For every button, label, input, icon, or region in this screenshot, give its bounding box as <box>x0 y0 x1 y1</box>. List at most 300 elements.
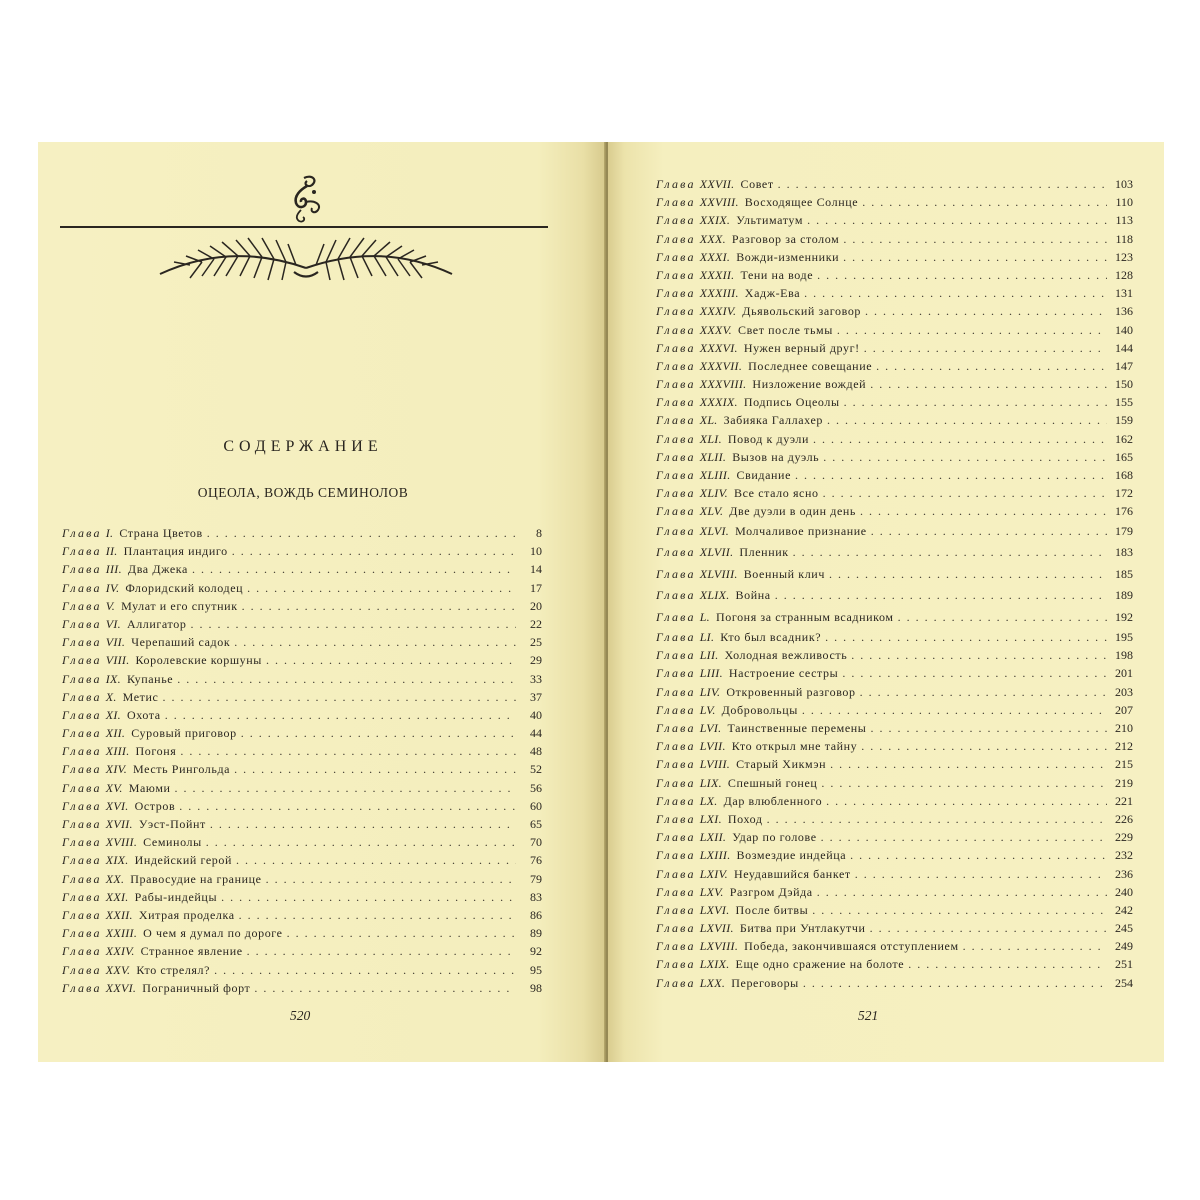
chapter-page-number: 33 <box>530 671 542 686</box>
toc-entry <box>656 230 1133 248</box>
toc-entry <box>62 742 542 760</box>
flourish-ornament-icon <box>284 172 328 224</box>
chapter-label: Глава <box>62 835 102 850</box>
toc-entry <box>656 585 1133 607</box>
chapter-title: Страна Цветов <box>119 526 203 540</box>
chapter-title: Кто был всадник? <box>720 630 822 645</box>
chapter-page-number: 183 <box>1115 545 1133 560</box>
chapter-numeral: LXVII. <box>699 921 734 936</box>
toc-entry <box>656 901 1133 919</box>
chapter-label: Глава <box>656 267 696 282</box>
toc-entry <box>656 755 1133 773</box>
chapter-page-number: 249 <box>1115 939 1133 954</box>
chapter-title: Добровольцы <box>721 702 798 717</box>
toc-entry <box>656 521 1133 543</box>
toc-entry <box>656 448 1133 466</box>
chapter-page-number: 89 <box>530 926 542 941</box>
chapter-label: Глава <box>62 944 102 959</box>
leader-dots <box>175 779 516 797</box>
toc-entry <box>656 175 1133 193</box>
chapter-title: Правосудие на границе <box>130 871 262 886</box>
chapter-numeral: XLII. <box>699 449 727 464</box>
leader-dots <box>206 833 516 851</box>
leader-dots <box>254 979 516 997</box>
leader-dots <box>234 633 516 651</box>
page-number-right: 521 <box>858 1008 879 1023</box>
chapter-numeral: XLIII. <box>699 468 731 482</box>
toc-entry <box>62 779 542 797</box>
chapter-label: Глава <box>656 249 696 264</box>
toc-entry <box>62 815 542 833</box>
leader-dots <box>823 484 1107 502</box>
leader-dots <box>803 974 1107 992</box>
toc-entry <box>62 797 542 815</box>
leader-dots <box>234 760 516 778</box>
toc-entry <box>656 974 1133 992</box>
chapter-label: Глава <box>62 980 102 995</box>
toc-entry <box>62 688 542 706</box>
leader-dots <box>247 942 516 960</box>
chapter-title: Вызов на дуэль <box>732 449 820 464</box>
leader-dots <box>180 742 516 760</box>
chapter-numeral: XL. <box>699 413 718 428</box>
leader-dots <box>861 737 1107 755</box>
chapter-page-number: 60 <box>530 798 542 813</box>
chapter-page-number: 83 <box>530 889 542 904</box>
chapter-title: Две дуэли в один день <box>729 504 857 519</box>
chapter-page-number: 221 <box>1115 793 1133 808</box>
chapter-page-number: 236 <box>1115 866 1133 881</box>
chapter-title: Странное явление <box>140 944 243 959</box>
chapter-label: Глава <box>656 630 696 645</box>
chapter-page-number: 219 <box>1115 775 1133 790</box>
toc-entry <box>656 955 1133 973</box>
toc-entry <box>656 502 1133 520</box>
chapter-numeral: LIV. <box>699 684 721 699</box>
chapter-title: Переговоры <box>731 975 799 990</box>
chapter-numeral: LXVIII. <box>699 939 739 954</box>
chapter-title: Победа, закончившаяся отступлением <box>744 939 959 954</box>
chapter-page-number: 245 <box>1115 921 1133 936</box>
toc-entry <box>656 792 1133 810</box>
chapter-title: Два Джека <box>127 562 188 577</box>
toc-entry <box>656 564 1133 586</box>
chapter-label: Глава <box>656 213 696 228</box>
chapter-title: Низложение вождей <box>752 377 867 392</box>
chapter-title: Спешный гонец <box>727 775 818 790</box>
chapter-numeral: XLIX. <box>699 588 730 603</box>
leader-dots <box>898 607 1107 629</box>
chapter-page-number: 8 <box>536 526 542 540</box>
chapter-label: Глава <box>62 853 102 868</box>
chapter-numeral: IX. <box>105 671 121 686</box>
chapter-page-number: 25 <box>530 635 542 650</box>
toc-entry <box>656 466 1133 484</box>
chapter-label: Глава <box>656 775 696 790</box>
chapter-label: Глава <box>62 871 102 886</box>
leader-dots <box>767 810 1107 828</box>
chapter-numeral: XXIX. <box>699 213 731 228</box>
chapter-title: Тени на воде <box>740 267 814 282</box>
leader-dots <box>850 846 1107 864</box>
chapter-page-number: 207 <box>1115 702 1133 717</box>
chapter-title: Таинственные перемены <box>727 721 867 735</box>
chapter-numeral: LVIII. <box>699 757 731 772</box>
chapter-title: Охота <box>126 707 161 722</box>
chapter-title: Свет после тьмы <box>737 322 833 337</box>
chapter-title: Битва при Унтлакутчи <box>739 921 866 936</box>
chapter-page-number: 212 <box>1115 739 1133 754</box>
leader-dots <box>908 955 1107 973</box>
leader-dots <box>870 919 1107 937</box>
chapter-label: Глава <box>656 702 696 717</box>
chapter-page-number: 240 <box>1115 884 1133 899</box>
chapter-label: Глава <box>656 504 696 519</box>
chapter-page-number: 40 <box>530 707 542 722</box>
chapter-label: Глава <box>62 671 102 686</box>
leader-dots <box>247 579 516 597</box>
chapter-numeral: LX. <box>699 793 718 808</box>
leader-dots <box>821 828 1107 846</box>
toc-entry <box>656 664 1133 682</box>
chapter-title: Кто открыл мне тайну <box>731 739 858 754</box>
chapter-label: Глава <box>656 358 696 373</box>
chapter-numeral: XLV. <box>699 504 724 519</box>
chapter-label: Глава <box>656 866 696 881</box>
chapter-numeral: XLVII. <box>699 545 734 560</box>
chapter-label: Глава <box>656 431 696 446</box>
toc-entry <box>656 284 1133 302</box>
chapter-title: Вожди-изменники <box>736 249 840 264</box>
leader-dots <box>795 466 1107 484</box>
toc-entry <box>62 670 542 688</box>
chapter-page-number: 10 <box>530 544 542 559</box>
chapter-page-number: 79 <box>530 871 542 886</box>
chapter-title: Настроение сестры <box>728 666 839 681</box>
chapter-numeral: XXXII. <box>699 267 735 282</box>
leader-dots <box>865 302 1107 320</box>
chapter-label: Глава <box>62 962 102 977</box>
leader-dots <box>210 815 516 833</box>
chapter-title: Месть Рингольда <box>133 762 231 777</box>
chapter-title: Погоня <box>135 744 177 759</box>
chapter-label: Глава <box>656 322 696 337</box>
chapter-numeral: LXIX. <box>699 957 730 972</box>
toc-entry <box>62 724 542 742</box>
chapter-label: Глава <box>656 545 696 560</box>
chapter-label: Глава <box>656 848 696 863</box>
leader-dots <box>876 357 1107 375</box>
toc-entry <box>656 919 1133 937</box>
chapter-label: Глава <box>62 635 102 650</box>
leader-dots <box>842 664 1107 682</box>
chapter-label: Глава <box>656 286 696 301</box>
chapter-label: Глава <box>656 231 696 246</box>
chapter-numeral: LII. <box>699 648 719 663</box>
chapter-numeral: XVI. <box>105 798 129 813</box>
chapter-label: Глава <box>656 884 696 899</box>
chapter-numeral: LV. <box>699 702 716 717</box>
chapter-title: Остров <box>134 798 176 813</box>
chapter-title: Аллигатор <box>126 616 187 631</box>
chapter-page-number: 189 <box>1115 588 1133 603</box>
chapter-title: Восходящее Солнце <box>744 195 859 210</box>
chapter-label: Глава <box>656 811 696 826</box>
chapter-label: Глава <box>656 468 696 482</box>
leader-dots <box>266 870 516 888</box>
leader-dots <box>162 688 516 706</box>
chapter-numeral: XXXIX. <box>699 395 738 410</box>
toc-entry <box>656 211 1133 229</box>
chapter-page-number: 165 <box>1115 449 1133 464</box>
chapter-page-number: 76 <box>530 853 542 868</box>
toc-entry <box>62 579 542 597</box>
chapter-title: Рабы-индейцы <box>134 889 218 904</box>
chapter-page-number: 251 <box>1115 957 1133 972</box>
chapter-title: Пограничный форт <box>142 980 251 995</box>
leader-dots <box>778 175 1107 193</box>
toc-entry <box>656 646 1133 664</box>
chapter-title: Разгром Дэйда <box>729 884 813 899</box>
toc-entry <box>656 846 1133 864</box>
chapter-numeral: XIX. <box>105 853 129 868</box>
leader-dots <box>165 706 516 724</box>
chapter-page-number: 176 <box>1115 504 1133 519</box>
chapter-page-number: 98 <box>530 980 542 995</box>
chapter-label: Глава <box>656 566 696 581</box>
chapter-title: Возмездие индейца <box>736 848 847 863</box>
leader-dots <box>813 430 1107 448</box>
chapter-page-number: 195 <box>1115 630 1133 645</box>
chapter-page-number: 226 <box>1115 811 1133 826</box>
toc-entry <box>656 937 1133 955</box>
toc-entry <box>656 542 1133 564</box>
leader-dots <box>241 724 516 742</box>
leader-dots <box>870 719 1107 737</box>
chapter-label: Глава <box>656 377 696 392</box>
chapter-title: Совет <box>740 177 774 191</box>
chapter-numeral: III. <box>105 562 122 577</box>
chapter-title: Пленник <box>739 545 789 560</box>
chapter-title: Ультиматум <box>736 213 804 228</box>
chapter-label: Глава <box>62 580 102 595</box>
chapter-page-number: 92 <box>530 944 542 959</box>
chapter-title: Уэст-Пойнт <box>138 817 206 831</box>
chapter-title: Откровенный разговор <box>726 684 856 699</box>
chapter-page-number: 136 <box>1115 304 1133 319</box>
chapter-title: Дьявольский заговор <box>742 304 862 319</box>
toc-entry <box>656 248 1133 266</box>
leader-dots <box>837 321 1107 339</box>
chapter-numeral: XXVI. <box>105 980 137 995</box>
chapter-label: Глава <box>62 616 102 631</box>
chapter-page-number: 210 <box>1115 721 1133 735</box>
chapter-numeral: LXI. <box>699 811 722 826</box>
chapter-numeral: XXXV. <box>699 322 732 337</box>
chapter-label: Глава <box>656 902 696 917</box>
leader-dots <box>807 211 1107 229</box>
chapter-label: Глава <box>656 957 696 972</box>
chapter-label: Глава <box>62 817 102 831</box>
chapter-numeral: XII. <box>105 726 126 741</box>
chapter-label: Глава <box>62 653 102 668</box>
chapter-label: Глава <box>656 304 696 319</box>
chapter-label: Глава <box>656 975 696 990</box>
chapter-numeral: VIII. <box>105 653 130 668</box>
toc-entry <box>656 810 1133 828</box>
chapter-label: Глава <box>656 666 696 681</box>
chapter-numeral: XI. <box>105 707 121 722</box>
chapter-title: Поход <box>727 811 763 826</box>
chapter-title: Еще одно сражение на болоте <box>735 957 905 972</box>
chapter-page-number: 159 <box>1115 413 1133 428</box>
toc-entry <box>656 393 1133 411</box>
toc-list-left <box>62 524 542 997</box>
leader-dots <box>963 937 1107 955</box>
chapter-page-number: 203 <box>1115 684 1133 699</box>
chapter-label: Глава <box>62 798 102 813</box>
chapter-numeral: XX. <box>105 871 125 886</box>
chapter-label: Глава <box>656 757 696 772</box>
chapter-title: Семинолы <box>143 835 202 850</box>
chapter-title: Метис <box>122 689 159 704</box>
leader-dots <box>830 755 1107 773</box>
chapter-title: Разговор за столом <box>731 231 840 246</box>
chapter-label: Глава <box>62 562 102 577</box>
chapter-label: Глава <box>656 340 696 355</box>
leader-dots <box>775 585 1107 607</box>
chapter-numeral: LI. <box>699 630 715 645</box>
chapter-numeral: XXV. <box>105 962 131 977</box>
chapter-page-number: 254 <box>1115 975 1133 990</box>
chapter-title: Плантация индиго <box>123 544 228 559</box>
chapter-label: Глава <box>656 413 696 428</box>
chapter-numeral: LXIII. <box>699 848 731 863</box>
chapter-label: Глава <box>62 744 102 759</box>
chapter-numeral: XXVIII. <box>699 195 739 210</box>
toc-entry <box>62 870 542 888</box>
leader-dots <box>177 670 516 688</box>
chapter-page-number: 232 <box>1115 848 1133 863</box>
chapter-page-number: 48 <box>530 744 542 759</box>
toc-entry <box>62 833 542 851</box>
chapter-title: Подпись Оцеолы <box>743 395 840 410</box>
palm-leaves-ornament-icon <box>156 234 456 290</box>
toc-entry <box>62 979 542 997</box>
chapter-numeral: IV. <box>105 580 120 595</box>
chapter-label: Глава <box>656 609 696 624</box>
leader-dots <box>266 651 516 669</box>
chapter-label: Глава <box>62 707 102 722</box>
chapter-page-number: 215 <box>1115 757 1133 772</box>
chapter-page-number: 14 <box>530 562 542 577</box>
leader-dots <box>804 284 1107 302</box>
chapter-page-number: 65 <box>530 817 542 831</box>
chapter-numeral: X. <box>105 689 117 704</box>
toc-entry <box>656 683 1133 701</box>
book-title: ОЦЕОЛА, ВОЖДЬ СЕМИНОЛОВ <box>197 485 409 500</box>
chapter-numeral: XLVI. <box>699 523 730 538</box>
toc-entry <box>656 357 1133 375</box>
chapter-title: Мулат и его спутник <box>121 598 238 613</box>
leader-dots <box>236 851 516 869</box>
chapter-title: Военный клич <box>743 566 825 581</box>
chapter-page-number: 20 <box>530 598 542 613</box>
chapter-title: Купанье <box>126 671 174 686</box>
toc-entry <box>656 193 1133 211</box>
chapter-page-number: 155 <box>1115 395 1133 410</box>
chapter-numeral: XIV. <box>105 762 128 777</box>
leader-dots <box>855 865 1107 883</box>
toc-list-right <box>656 175 1133 992</box>
toc-entry <box>656 701 1133 719</box>
chapter-numeral: XIII. <box>105 744 130 759</box>
leader-dots <box>221 888 516 906</box>
toc-entry <box>656 339 1133 357</box>
chapter-title: Неудавшийся банкет <box>734 866 851 881</box>
book-spread <box>38 142 1164 1062</box>
leader-dots <box>843 248 1107 266</box>
chapter-numeral: XXXIV. <box>699 304 737 319</box>
chapter-page-number: 242 <box>1115 902 1133 917</box>
leader-dots <box>862 193 1107 211</box>
chapter-numeral: XXXVII. <box>699 358 743 373</box>
chapter-page-number: 150 <box>1115 377 1133 392</box>
toc-entry <box>62 615 542 633</box>
chapter-label: Глава <box>656 395 696 410</box>
chapter-label: Глава <box>656 721 696 735</box>
chapter-numeral: XXXIII. <box>699 286 739 301</box>
leader-dots <box>242 597 516 615</box>
chapter-page-number: 179 <box>1115 523 1133 538</box>
leader-dots <box>851 646 1107 664</box>
toc-entry <box>62 706 542 724</box>
chapter-numeral: VI. <box>105 616 121 631</box>
leader-dots <box>802 701 1107 719</box>
chapter-page-number: 44 <box>530 726 542 741</box>
chapter-numeral: LVII. <box>699 739 726 754</box>
leader-dots <box>870 375 1107 393</box>
leader-dots <box>864 339 1107 357</box>
chapter-title: Холодная вежливость <box>724 648 848 663</box>
chapter-label: Глава <box>62 598 102 613</box>
chapter-page-number: 185 <box>1115 566 1133 581</box>
chapter-page-number: 123 <box>1115 249 1133 264</box>
leader-dots <box>192 560 516 578</box>
leader-dots <box>793 542 1107 564</box>
leader-dots <box>827 411 1107 429</box>
chapter-title: Хадж-Ева <box>744 286 801 301</box>
left-page <box>38 142 606 1062</box>
toc-entry <box>62 597 542 615</box>
chapter-page-number: 86 <box>530 907 542 922</box>
leader-dots <box>190 615 516 633</box>
chapter-title: Все стало ясно <box>734 486 819 501</box>
toc-entry <box>656 430 1133 448</box>
toc-entry <box>62 942 542 960</box>
chapter-title: Забияка Галлахер <box>723 413 823 428</box>
chapter-page-number: 168 <box>1115 468 1133 482</box>
chapter-title: Повод к дуэли <box>727 431 809 446</box>
chapter-title: Свидание <box>736 468 791 482</box>
toc-entry <box>656 321 1133 339</box>
chapter-label: Глава <box>62 526 102 540</box>
chapter-numeral: XXI. <box>105 889 129 904</box>
chapter-label: Глава <box>656 486 696 501</box>
chapter-numeral: XLIV. <box>699 486 728 501</box>
chapter-title: Война <box>735 588 771 603</box>
leader-dots <box>826 792 1107 810</box>
